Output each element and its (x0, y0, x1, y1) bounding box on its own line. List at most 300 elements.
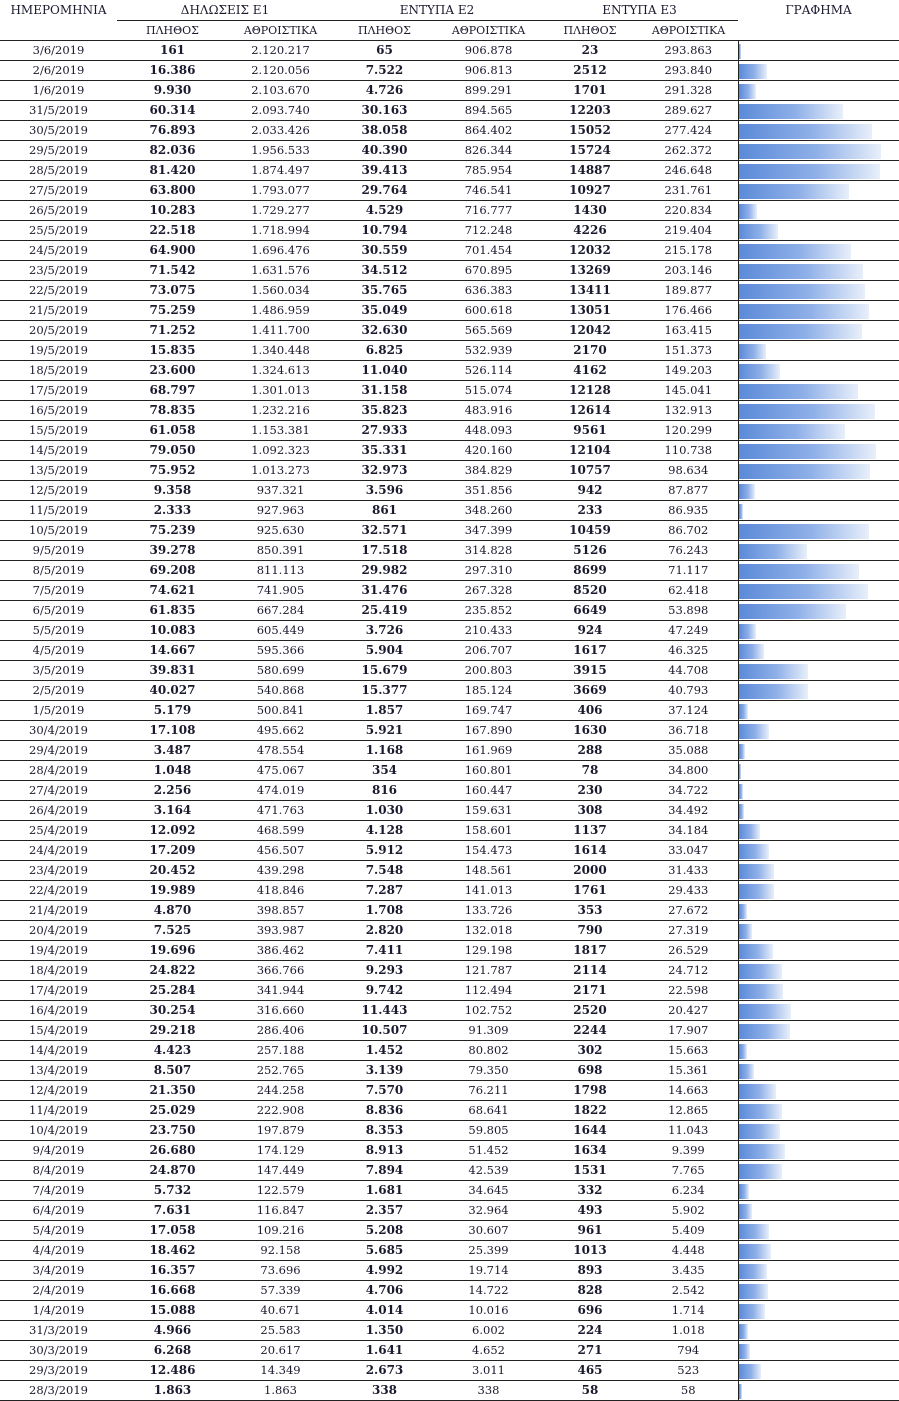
row-date: 28/4/2019 (0, 761, 117, 781)
data-bar (739, 144, 881, 159)
e1-cumulative: 57.339 (228, 1281, 333, 1301)
chart-header: ΓΡΑΦΗΜΑ (785, 3, 852, 18)
table-row (0, 1041, 899, 1061)
data-bar (739, 844, 769, 859)
e3-cumulative: 47.249 (639, 621, 738, 641)
e2-cumulative: 42.539 (436, 1161, 541, 1181)
e2-cumulative: 19.714 (436, 1261, 541, 1281)
e1-count: 69.208 (117, 561, 228, 581)
e2-cumulative: 102.752 (436, 1001, 541, 1021)
e2-count: 8.913 (333, 1141, 436, 1161)
e3-cumulative: 523 (639, 1361, 738, 1381)
e2-count: 1.452 (333, 1041, 436, 1061)
table-row (0, 281, 899, 301)
e3-cumulative: 1.714 (639, 1301, 738, 1321)
e1-cumulative: 456.507 (228, 841, 333, 861)
table-row (0, 1141, 899, 1161)
e3-count: 14887 (541, 161, 639, 181)
e3-count: 465 (541, 1361, 639, 1381)
data-bar (739, 1344, 750, 1359)
e3-cumulative-header: ΑΘΡΟΙΣΤΙΚΑ (639, 21, 738, 41)
bar-cell (738, 181, 899, 201)
e3-count: 332 (541, 1181, 639, 1201)
e2-cumulative: 132.018 (436, 921, 541, 941)
e3-cumulative: 7.765 (639, 1161, 738, 1181)
table-row (0, 921, 899, 941)
e3-cumulative: 98.634 (639, 461, 738, 481)
e2-count: 32.571 (333, 521, 436, 541)
e3-count: 1822 (541, 1101, 639, 1121)
bar-cell (738, 1341, 899, 1361)
e1-cumulative: 1.301.013 (228, 381, 333, 401)
e3-cumulative: 15.361 (639, 1061, 738, 1081)
row-date: 10/4/2019 (0, 1121, 117, 1141)
e3-count: 2170 (541, 341, 639, 361)
e3-cumulative: 9.399 (639, 1141, 738, 1161)
e1-cumulative: 1.232.216 (228, 401, 333, 421)
data-bar (739, 1284, 768, 1299)
e2-count: 1.681 (333, 1181, 436, 1201)
e1-cumulative: 925.630 (228, 521, 333, 541)
data-bar (739, 364, 780, 379)
e1-count: 29.218 (117, 1021, 228, 1041)
table-row (0, 521, 899, 541)
e1-cumulative: 244.258 (228, 1081, 333, 1101)
row-date: 6/4/2019 (0, 1201, 117, 1221)
data-bar (739, 304, 869, 319)
e2-count: 816 (333, 781, 436, 801)
bar-cell (738, 421, 899, 441)
e3-count: 1701 (541, 81, 639, 101)
table-row (0, 301, 899, 321)
row-date: 11/4/2019 (0, 1101, 117, 1121)
row-date: 15/4/2019 (0, 1021, 117, 1041)
row-date: 5/5/2019 (0, 621, 117, 641)
e2-cumulative: 161.969 (436, 741, 541, 761)
bar-cell (738, 1081, 899, 1101)
data-bar (739, 544, 807, 559)
e3-count: 12042 (541, 321, 639, 341)
bar-cell (738, 581, 899, 601)
e2-count: 65 (333, 41, 436, 61)
table-row (0, 181, 899, 201)
e3-cumulative: 34.492 (639, 801, 738, 821)
row-date: 7/4/2019 (0, 1181, 117, 1201)
table-row (0, 1161, 899, 1181)
bar-cell (738, 1281, 899, 1301)
data-bar (739, 904, 747, 919)
e3-count: 12032 (541, 241, 639, 261)
e2-count: 2.820 (333, 921, 436, 941)
e1-cumulative: 811.113 (228, 561, 333, 581)
e1-cumulative: 418.846 (228, 881, 333, 901)
data-bar (739, 1204, 752, 1219)
e3-cumulative: 62.418 (639, 581, 738, 601)
table-row (0, 941, 899, 961)
e1-cumulative: 174.129 (228, 1141, 333, 1161)
row-date: 8/4/2019 (0, 1161, 117, 1181)
e3-count: 493 (541, 1201, 639, 1221)
data-bar (739, 824, 760, 839)
row-date: 5/4/2019 (0, 1221, 117, 1241)
e2-cumulative: 235.852 (436, 601, 541, 621)
e2-cumulative: 167.890 (436, 721, 541, 741)
bar-cell (738, 901, 899, 921)
data-bar (739, 204, 757, 219)
e2-cumulative: 3.011 (436, 1361, 541, 1381)
bar-cell (738, 561, 899, 581)
e2-cumulative: 314.828 (436, 541, 541, 561)
e2-count: 2.673 (333, 1361, 436, 1381)
e1-count: 12.486 (117, 1361, 228, 1381)
bar-cell (738, 1061, 899, 1081)
e2-count: 34.512 (333, 261, 436, 281)
e3-count: 230 (541, 781, 639, 801)
e1-count: 17.058 (117, 1221, 228, 1241)
e3-cumulative: 3.435 (639, 1261, 738, 1281)
row-date: 31/3/2019 (0, 1321, 117, 1341)
e1-count: 24.822 (117, 961, 228, 981)
e3-count: 353 (541, 901, 639, 921)
table-row (0, 841, 899, 861)
e2-count: 35.331 (333, 441, 436, 461)
table-row (0, 381, 899, 401)
table-row (0, 1061, 899, 1081)
e3-count: 1013 (541, 1241, 639, 1261)
e1-count: 61.835 (117, 601, 228, 621)
e1-cumulative: 252.765 (228, 1061, 333, 1081)
row-date: 25/4/2019 (0, 821, 117, 841)
group-header-e2: ΕΝΤΥΠΑ Ε2 (333, 0, 541, 21)
e2-cumulative: 79.350 (436, 1061, 541, 1081)
e3-count: 9561 (541, 421, 639, 441)
e2-cumulative: 600.618 (436, 301, 541, 321)
e3-cumulative: 37.124 (639, 701, 738, 721)
e1-count: 78.835 (117, 401, 228, 421)
e3-count: 12203 (541, 101, 639, 121)
e3-count: 3915 (541, 661, 639, 681)
e3-count: 233 (541, 501, 639, 521)
data-bar (739, 964, 782, 979)
data-bar (739, 524, 869, 539)
e2-count: 31.476 (333, 581, 436, 601)
e3-count: 12128 (541, 381, 639, 401)
e2-cumulative: 68.641 (436, 1101, 541, 1121)
table-row (0, 61, 899, 81)
e3-cumulative: 71.117 (639, 561, 738, 581)
row-date: 1/6/2019 (0, 81, 117, 101)
e3-cumulative: 34.184 (639, 821, 738, 841)
e1-count: 75.239 (117, 521, 228, 541)
table-row (0, 661, 899, 681)
e3-count: 288 (541, 741, 639, 761)
e1-count: 40.027 (117, 681, 228, 701)
data-bar (739, 1144, 785, 1159)
e2-count: 338 (333, 1381, 436, 1401)
e2-cumulative: 826.344 (436, 141, 541, 161)
e2-count: 3.596 (333, 481, 436, 501)
e3-cumulative: 246.648 (639, 161, 738, 181)
data-bar (739, 664, 808, 679)
e2-cumulative: 158.601 (436, 821, 541, 841)
e3-count: 8520 (541, 581, 639, 601)
e2-cumulative: 34.645 (436, 1181, 541, 1201)
table-row (0, 961, 899, 981)
e1-count: 15.088 (117, 1301, 228, 1321)
e2-cumulative: 159.631 (436, 801, 541, 821)
e2-cumulative: 716.777 (436, 201, 541, 221)
row-date: 22/5/2019 (0, 281, 117, 301)
bar-cell (738, 121, 899, 141)
e3-count: 790 (541, 921, 639, 941)
row-date: 7/5/2019 (0, 581, 117, 601)
table-row (0, 601, 899, 621)
table-row (0, 1021, 899, 1041)
e3-count: 1798 (541, 1081, 639, 1101)
e1-cumulative: 605.449 (228, 621, 333, 641)
e2-cumulative: 76.211 (436, 1081, 541, 1101)
e1-count: 19.989 (117, 881, 228, 901)
data-bar (739, 404, 875, 419)
e2-count: 15.679 (333, 661, 436, 681)
e1-cumulative: 1.324.613 (228, 361, 333, 381)
e3-count: 2000 (541, 861, 639, 881)
e2-cumulative: 10.016 (436, 1301, 541, 1321)
e1-cumulative: 341.944 (228, 981, 333, 1001)
table-row (0, 1101, 899, 1121)
table-row (0, 861, 899, 881)
data-bar (739, 84, 756, 99)
e3-cumulative: 17.907 (639, 1021, 738, 1041)
e2-count: 5.921 (333, 721, 436, 741)
e2-count: 25.419 (333, 601, 436, 621)
e3-cumulative: 231.761 (639, 181, 738, 201)
table-row (0, 721, 899, 741)
e1-count: 8.507 (117, 1061, 228, 1081)
e2-count: 7.287 (333, 881, 436, 901)
bar-cell (738, 481, 899, 501)
e3-count: 23 (541, 41, 639, 61)
row-date: 2/4/2019 (0, 1281, 117, 1301)
e1-cumulative: 2.103.670 (228, 81, 333, 101)
data-bar (739, 1304, 765, 1319)
e2-count: 15.377 (333, 681, 436, 701)
e2-cumulative: 785.954 (436, 161, 541, 181)
e2-cumulative: 129.198 (436, 941, 541, 961)
e2-count: 3.726 (333, 621, 436, 641)
e3-count: 828 (541, 1281, 639, 1301)
row-date: 3/5/2019 (0, 661, 117, 681)
e2-count: 7.548 (333, 861, 436, 881)
e3-count: 6649 (541, 601, 639, 621)
e2-count: 861 (333, 501, 436, 521)
row-date: 16/5/2019 (0, 401, 117, 421)
data-bar (739, 1024, 790, 1039)
e2-cumulative: 384.829 (436, 461, 541, 481)
e2-count: 29.764 (333, 181, 436, 201)
e1-count: 19.696 (117, 941, 228, 961)
e2-cumulative: 160.447 (436, 781, 541, 801)
row-date: 24/4/2019 (0, 841, 117, 861)
row-date: 16/4/2019 (0, 1001, 117, 1021)
row-date: 17/4/2019 (0, 981, 117, 1001)
bar-cell (738, 821, 899, 841)
table-row (0, 41, 899, 61)
row-date: 9/5/2019 (0, 541, 117, 561)
e2-cumulative: 906.878 (436, 41, 541, 61)
e3-count: 696 (541, 1301, 639, 1321)
bar-cell (738, 1161, 899, 1181)
row-date: 25/5/2019 (0, 221, 117, 241)
e2-count: 32.973 (333, 461, 436, 481)
e3-count: 2512 (541, 61, 639, 81)
e2-cumulative: 351.856 (436, 481, 541, 501)
bar-cell (738, 81, 899, 101)
e2-count: 9.742 (333, 981, 436, 1001)
row-date: 14/4/2019 (0, 1041, 117, 1061)
row-date: 12/4/2019 (0, 1081, 117, 1101)
e3-cumulative: 4.448 (639, 1241, 738, 1261)
table-row (0, 1081, 899, 1101)
e1-count: 81.420 (117, 161, 228, 181)
table-row (0, 161, 899, 181)
e1-count: 16.386 (117, 61, 228, 81)
data-bar (739, 44, 741, 59)
table-row (0, 701, 899, 721)
e2-count: 7.522 (333, 61, 436, 81)
bar-cell (738, 1221, 899, 1241)
e1-count: 63.800 (117, 181, 228, 201)
data-bar (739, 884, 774, 899)
e3-cumulative: 219.404 (639, 221, 738, 241)
data-bar (739, 64, 767, 79)
bar-cell (738, 381, 899, 401)
e3-count: 308 (541, 801, 639, 821)
e2-cumulative: 532.939 (436, 341, 541, 361)
e3-cumulative: 220.834 (639, 201, 738, 221)
e3-cumulative: 15.663 (639, 1041, 738, 1061)
bar-cell (738, 521, 899, 541)
e3-cumulative: 20.427 (639, 1001, 738, 1021)
e2-count: 29.982 (333, 561, 436, 581)
row-date: 22/4/2019 (0, 881, 117, 901)
e2-count: 27.933 (333, 421, 436, 441)
e3-cumulative: 277.424 (639, 121, 738, 141)
e2-cumulative: 864.402 (436, 121, 541, 141)
e1-count: 5.179 (117, 701, 228, 721)
e2-count: 4.992 (333, 1261, 436, 1281)
e3-count: 1617 (541, 641, 639, 661)
e2-cumulative: 133.726 (436, 901, 541, 921)
e1-cumulative: 20.617 (228, 1341, 333, 1361)
e2-count: 30.163 (333, 101, 436, 121)
bar-cell (738, 1001, 899, 1021)
data-bar (739, 324, 862, 339)
table-row (0, 1221, 899, 1241)
e3-cumulative: 24.712 (639, 961, 738, 981)
e3-cumulative: 289.627 (639, 101, 738, 121)
e1-count: 68.797 (117, 381, 228, 401)
e3-count: 1644 (541, 1121, 639, 1141)
e1-cumulative: 92.158 (228, 1241, 333, 1261)
row-date: 3/4/2019 (0, 1261, 117, 1281)
bar-cell (738, 1021, 899, 1041)
e3-count: 1817 (541, 941, 639, 961)
bar-cell (738, 721, 899, 741)
bar-cell (738, 281, 899, 301)
e1-cumulative: 1.956.533 (228, 141, 333, 161)
data-bar (739, 764, 741, 779)
data-bar (739, 284, 865, 299)
e1-cumulative: 386.462 (228, 941, 333, 961)
e1-cumulative: 500.841 (228, 701, 333, 721)
e1-cumulative: 495.662 (228, 721, 333, 741)
data-bar (739, 744, 745, 759)
e2-cumulative-header: ΑΘΡΟΙΣΤΙΚΑ (436, 21, 541, 41)
e1-count: 64.900 (117, 241, 228, 261)
bar-cell (738, 961, 899, 981)
bar-cell (738, 761, 899, 781)
e2-count: 32.630 (333, 321, 436, 341)
e1-count: 1.048 (117, 761, 228, 781)
e3-cumulative: 40.793 (639, 681, 738, 701)
e1-count: 22.518 (117, 221, 228, 241)
row-date: 21/4/2019 (0, 901, 117, 921)
e3-cumulative: 794 (639, 1341, 738, 1361)
e1-cumulative: 366.766 (228, 961, 333, 981)
bar-cell (738, 1141, 899, 1161)
e3-count: 4226 (541, 221, 639, 241)
e1-cumulative: 316.660 (228, 1001, 333, 1021)
row-date: 30/5/2019 (0, 121, 117, 141)
e3-count: 893 (541, 1261, 639, 1281)
table-row (0, 621, 899, 641)
e1-cumulative: 1.340.448 (228, 341, 333, 361)
e3-cumulative: 33.047 (639, 841, 738, 861)
e3-count: 302 (541, 1041, 639, 1061)
e2-cumulative: 25.399 (436, 1241, 541, 1261)
bar-cell (738, 1121, 899, 1141)
e1-count: 10.083 (117, 621, 228, 641)
e2-cumulative: 200.803 (436, 661, 541, 681)
e2-count: 1.857 (333, 701, 436, 721)
e1-count: 18.462 (117, 1241, 228, 1261)
table-row (0, 741, 899, 761)
e1-cumulative: 468.599 (228, 821, 333, 841)
table-row (0, 641, 899, 661)
e2-count: 40.390 (333, 141, 436, 161)
bar-cell (738, 1181, 899, 1201)
bar-cell (738, 161, 899, 181)
row-date: 29/5/2019 (0, 141, 117, 161)
e2-cumulative: 59.805 (436, 1121, 541, 1141)
e1-count: 75.259 (117, 301, 228, 321)
e2-cumulative: 30.607 (436, 1221, 541, 1241)
e1-cumulative: 1.729.277 (228, 201, 333, 221)
e3-cumulative: 14.663 (639, 1081, 738, 1101)
e2-cumulative: 206.707 (436, 641, 541, 661)
row-date: 24/5/2019 (0, 241, 117, 261)
table-row (0, 541, 899, 561)
row-date: 6/5/2019 (0, 601, 117, 621)
table-row (0, 581, 899, 601)
e1-count: 23.750 (117, 1121, 228, 1141)
e2-count: 5.912 (333, 841, 436, 861)
table-row (0, 341, 899, 361)
table-row (0, 1381, 899, 1401)
e1-cumulative: 1.560.034 (228, 281, 333, 301)
row-date: 12/5/2019 (0, 481, 117, 501)
